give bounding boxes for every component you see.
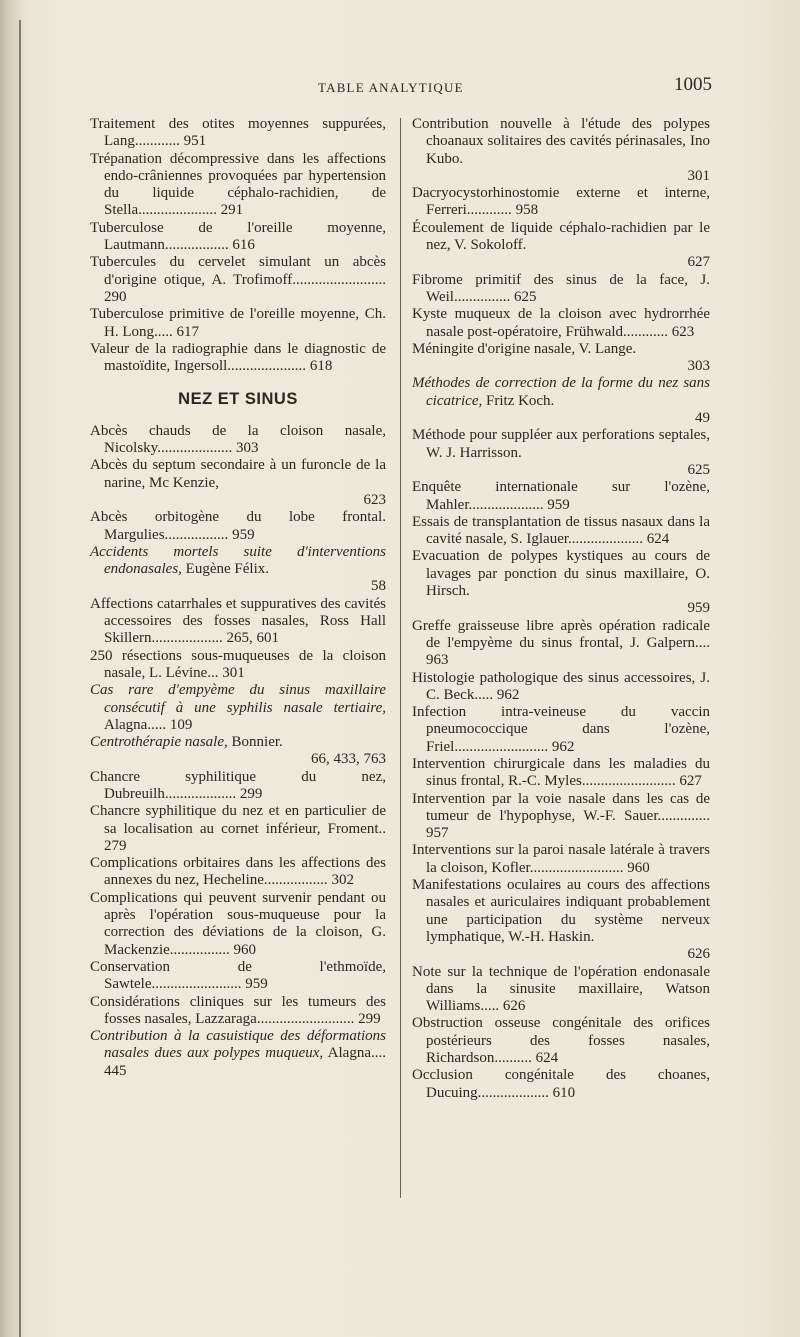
index-entry <box>90 855 386 890</box>
entry-page-ref: 958 <box>515 202 539 219</box>
entry-page-ref: 302 <box>331 872 354 889</box>
entry-text: Bonnier. <box>227 734 283 751</box>
entry-page-ref: 624 <box>646 531 670 548</box>
entry-text: Affections catarrhales et suppuratives des cavités accessoires des fosses nasales, Ross Hall Skillern................... <box>90 595 386 647</box>
entry-page-ref: 301 <box>222 664 245 681</box>
entry-text: Greffe graisseuse libre après opération radicale de l'empyème du sinus frontal, J. Galpern.... <box>412 617 710 651</box>
entry-text: Fibrome primitif des sinus de la face, J. Weil............... <box>412 271 710 305</box>
index-entry <box>412 670 710 705</box>
index-entry <box>90 254 386 306</box>
index-entry <box>412 877 710 963</box>
index-entry <box>412 548 710 617</box>
entry-page-ref: 962 <box>496 686 520 703</box>
entry-text: Méningite d'origine nasale, V. Lange. <box>412 340 637 357</box>
entry-text: Essais de transplantation de tissus nasaux dans la cavité nasale, S. Iglauer.................... <box>412 513 710 548</box>
right-column <box>412 116 710 1102</box>
index-entry <box>90 151 386 220</box>
entry-page-ref: 58 <box>371 578 386 595</box>
right-entries <box>412 116 710 1102</box>
entry-page-ref: 616 <box>232 237 255 254</box>
index-entry <box>90 890 386 959</box>
entry-italic-title: Accidents mortels suite d'interventions endonasales, <box>90 543 386 578</box>
index-entry <box>412 514 710 549</box>
entry-text: Evacuation de polypes kystiques au cours de lavages par ponction du sinus maxillaire, O. Hirsch. <box>412 548 710 600</box>
index-entry <box>90 423 386 458</box>
entry-text: Alagna.... <box>323 1045 386 1062</box>
index-entry <box>412 185 710 220</box>
entry-page-ref: 610 <box>552 1084 576 1101</box>
entry-text: Infection intra-veineuse du vaccin pneumococcique dans l'ozène, Friel......................... <box>412 704 710 755</box>
index-entry <box>90 1028 386 1080</box>
entry-text: Histologie pathologique des sinus accessoires, J. C. Beck..... <box>412 669 710 703</box>
entry-text: Chancre syphilitique du nez, Dubreuilh................... <box>90 768 386 802</box>
section-heading: NEZ ET SINUS <box>178 390 298 409</box>
entry-page-ref: 445 <box>104 1062 127 1079</box>
entry-text: Note sur la technique de l'opération endonasale dans la sinusite maxillaire, Watson Williams..... <box>412 963 710 1015</box>
entry-page-ref: 627 <box>687 254 710 271</box>
entry-text: Kyste muqueux de la cloison avec hydrorrhée nasale post-opératoire, Frühwald............ <box>412 306 710 340</box>
entry-text: Complications qui peuvent survenir pendant ou après l'opération sous-muqueuse pour la correction des déviations de la cloison, G. Mackenzie................ <box>90 889 386 958</box>
entry-page-ref: 624 <box>535 1050 559 1067</box>
entry-page-ref: 962 <box>551 738 575 755</box>
index-entry <box>90 457 386 509</box>
entry-italic-title: Contribution à la casuistique des déformations nasales dues aux polypes muqueux, <box>90 1028 386 1062</box>
entry-page-ref: 109 <box>169 716 193 733</box>
index-entry <box>90 769 386 804</box>
entry-text: Fritz Koch. <box>482 392 555 409</box>
entry-page-ref: 301 <box>687 167 710 184</box>
index-entry <box>90 596 386 648</box>
index-entry <box>412 116 710 185</box>
entry-page-ref: 265, 601 <box>226 630 279 647</box>
entry-page-ref: 959 <box>687 600 710 617</box>
left-entries-before <box>90 116 386 375</box>
entry-page-ref: 960 <box>627 859 650 876</box>
entry-page-ref: 625 <box>687 461 710 478</box>
left-entries-after <box>90 423 386 1080</box>
index-entry <box>412 964 710 1016</box>
entry-text: Traitement des otites moyennes suppurées, Lang............ <box>90 116 386 150</box>
entry-page-ref: 957 <box>426 825 449 842</box>
index-entry <box>90 994 386 1029</box>
entry-page-ref: 279 <box>104 837 127 854</box>
entry-page-ref: 625 <box>513 288 537 305</box>
entry-page-ref: 951 <box>183 133 207 150</box>
entry-page-ref: 66, 433, 763 <box>311 751 386 768</box>
entry-text: Intervention chirurgicale dans les maladies du sinus frontal, R.-C. Myles......................... <box>412 755 710 790</box>
index-entry <box>412 306 710 341</box>
entry-text: Tuberculose de l'oreille moyenne, Lautmann................. <box>90 219 386 254</box>
entry-text: Obstruction osseuse congénitale des orifices postérieurs des fosses nasales, Richardson.......... <box>412 1015 710 1067</box>
entry-text: Abcès du septum secondaire à un furoncle de la narine, Mc Kenzie, <box>90 457 386 491</box>
entry-italic-title: Méthodes de correction de la forme du nez sans cicatrice, <box>412 375 710 409</box>
entry-text: Dacryocystorhinostomie externe et interne, Ferreri............ <box>412 185 710 219</box>
index-entry <box>412 1067 710 1102</box>
entry-page-ref: 626 <box>687 946 710 963</box>
entry-text: Eugène Félix. <box>181 561 269 578</box>
entry-page-ref: 623 <box>671 323 695 340</box>
page-binding-shadow <box>0 0 26 1337</box>
entry-text: Abcès chauds de la cloison nasale, Nicolsky.................... <box>90 422 386 457</box>
entry-text: Interventions sur la paroi nasale latérale à travers la cloison, Kofler......................... <box>412 842 710 876</box>
index-entry <box>90 648 386 683</box>
page-header <box>0 74 800 100</box>
index-entry <box>90 116 386 151</box>
running-title: TABLE ANALYTIQUE <box>318 80 464 95</box>
index-entry <box>412 220 710 272</box>
index-entry <box>90 341 386 376</box>
entry-page-ref: 291 <box>220 202 244 219</box>
entry-page-ref: 299 <box>358 1010 381 1027</box>
entry-page-ref: 959 <box>245 976 268 993</box>
entry-page-ref: 303 <box>687 358 710 375</box>
entry-text: Tuberculose primitive de l'oreille moyenne, Ch. H. Long..... <box>90 306 386 340</box>
index-entry <box>90 509 386 544</box>
entry-page-ref: 303 <box>235 440 259 457</box>
column-divider <box>400 118 401 1198</box>
entry-text: Trépanation décompressive dans les affections endo-crâniennes provoquées par hypertension du liquide céphalo-rachidien, de Stella..................... <box>90 150 386 219</box>
index-entry <box>412 842 710 877</box>
entry-italic-title: Cas rare d'empyème du sinus maxillaire consécutif à une syphilis nasale tertiaire, <box>90 682 386 716</box>
entry-text: Valeur de la radiographie dans le diagnostic de mastoïdite, Ingersoll..................... <box>90 340 386 375</box>
index-entry <box>412 1015 710 1067</box>
entry-page-ref: 959 <box>232 526 255 543</box>
index-entry <box>90 803 386 855</box>
binding-edge-line <box>19 20 21 1337</box>
entry-text: Intervention par la voie nasale dans les cas de tumeur de l'hypophyse, W.-F. Sauer.............. <box>412 790 710 824</box>
entry-text: Écoulement de liquide céphalo-rachidien par le nez, V. Sokoloff. <box>412 219 710 254</box>
index-entry <box>90 306 386 341</box>
entry-text: Méthode pour suppléer aux perforations septales, W. J. Harrisson. <box>412 427 710 461</box>
entry-text: Occlusion congénitale des choanes, Ducuing................... <box>412 1067 710 1101</box>
entry-page-ref: 963 <box>426 652 449 669</box>
entry-page-ref: 627 <box>679 773 702 790</box>
entry-text: Tubercules du cervelet simulant un abcès d'origine otique, A. Trofimoff......................... <box>90 254 386 288</box>
entry-page-ref: 49 <box>695 410 710 427</box>
entry-text: Considérations cliniques sur les tumeurs des fosses nasales, Lazzaraga.......................... <box>90 993 386 1027</box>
entry-text: Abcès orbitogène du lobe frontal. Margulies................. <box>90 509 386 543</box>
index-entry <box>90 734 386 769</box>
index-entry <box>90 682 386 734</box>
index-entry <box>412 272 710 307</box>
entry-page-ref: 618 <box>309 358 333 375</box>
entry-italic-title: Centrothérapie nasale, <box>90 734 228 751</box>
index-entry <box>90 544 386 596</box>
entry-text: Contribution nouvelle à l'étude des polypes choanaux solitaires des cavités périnasales, Ino Kubo. <box>412 116 710 167</box>
index-entry <box>412 791 710 843</box>
entry-page-ref: 959 <box>547 496 570 513</box>
entry-page-ref: 617 <box>176 323 199 340</box>
entry-text: Enquête internationale sur l'ozène, Mahler.................... <box>412 479 710 513</box>
entry-page-ref: 623 <box>363 491 386 508</box>
index-entry <box>90 959 386 994</box>
index-entry <box>412 704 710 756</box>
entry-text: Manifestations oculaires au cours des affections nasales et auriculaires indiquant probablement une participation du système nerveux lymphatique, W.-H. Haskin. <box>412 877 710 945</box>
entry-text: 250 résections sous-muqueuses de la cloison nasale, L. Lévine... <box>90 647 386 681</box>
index-entry <box>412 375 710 427</box>
left-column <box>90 116 386 1080</box>
entry-text: Conservation de l'ethmoïde, Sawtele........................ <box>90 958 386 993</box>
entry-text: Complications orbitaires dans les affections des annexes du nez, Hecheline................. <box>90 855 386 889</box>
index-entry <box>412 618 710 670</box>
page-number: 1005 <box>674 74 712 95</box>
index-entry <box>412 479 710 514</box>
index-entry <box>412 756 710 791</box>
index-entry <box>412 341 710 376</box>
index-entry <box>90 220 386 255</box>
entry-page-ref: 960 <box>233 941 257 958</box>
index-entry <box>412 427 710 479</box>
entry-page-ref: 626 <box>502 998 526 1015</box>
entry-page-ref: 299 <box>239 785 263 802</box>
entry-text: Alagna..... <box>104 716 167 733</box>
entry-page-ref: 290 <box>104 288 127 305</box>
entry-text: Chancre syphilitique du nez et en particulier de sa localisation au cornet inférieur, Froment.. <box>90 803 386 837</box>
